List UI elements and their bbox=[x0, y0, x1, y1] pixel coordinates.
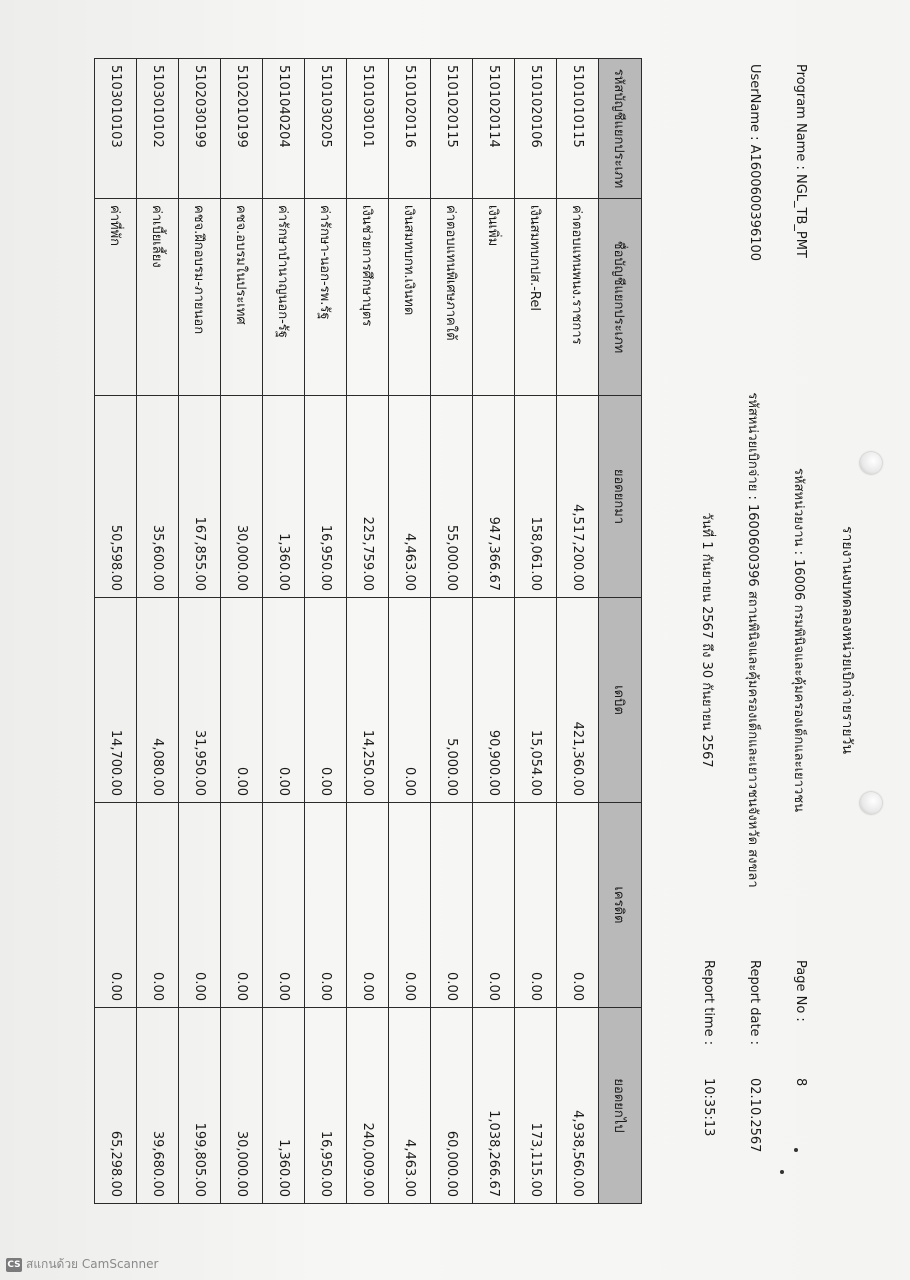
carried-forward: 199,805.00 bbox=[179, 1008, 221, 1204]
account-name: คชจ.อบรมในประเทศ bbox=[221, 199, 263, 396]
credit: 0.00 bbox=[515, 803, 557, 1008]
carried-forward: 240,009.00 bbox=[347, 1008, 389, 1204]
credit: 0.00 bbox=[389, 803, 431, 1008]
account-name: เงินสมทบกท.เงินทด bbox=[389, 199, 431, 396]
brought-forward: 50,598.00 bbox=[95, 396, 137, 598]
ink-speck bbox=[794, 1148, 798, 1152]
account-code: 5102030199 bbox=[179, 59, 221, 199]
col-header-debit: เดบิต bbox=[599, 598, 642, 803]
credit: 0.00 bbox=[557, 803, 599, 1008]
credit: 0.00 bbox=[431, 803, 473, 1008]
debit: 14,700.00 bbox=[95, 598, 137, 803]
carried-forward: 30,000.00 bbox=[221, 1008, 263, 1204]
brought-forward: 16,950.00 bbox=[305, 396, 347, 598]
credit: 0.00 bbox=[305, 803, 347, 1008]
carried-forward: 4,938,560.00 bbox=[557, 1008, 599, 1204]
table-row bbox=[347, 59, 389, 1204]
col-header-account-code: รหัสบัญชีแยกประเภท bbox=[599, 59, 642, 199]
punch-hole-right bbox=[860, 792, 882, 814]
program-name: Program Name : NGL_TB_PMT bbox=[793, 64, 808, 258]
account-name: ค่าที่พัก bbox=[95, 199, 137, 396]
brought-forward: 1,360.00 bbox=[263, 396, 305, 598]
brought-forward: 167,855.00 bbox=[179, 396, 221, 598]
debit: 5,000.00 bbox=[431, 598, 473, 803]
account-code: 5101020116 bbox=[389, 59, 431, 199]
debit: 31,950.00 bbox=[179, 598, 221, 803]
account-code: 5101010115 bbox=[557, 59, 599, 199]
account-code: 5101040204 bbox=[263, 59, 305, 199]
col-header-brought-forward: ยอดยกมา bbox=[599, 396, 642, 598]
table-row bbox=[389, 59, 431, 1204]
page-no-value: 8 bbox=[793, 1078, 808, 1087]
table-row bbox=[431, 59, 473, 1204]
ink-speck bbox=[780, 1170, 784, 1174]
debit: 15,054.00 bbox=[515, 598, 557, 803]
credit: 0.00 bbox=[263, 803, 305, 1008]
account-code: 5103010103 bbox=[95, 59, 137, 199]
table-header-row bbox=[599, 59, 642, 1204]
table-row bbox=[221, 59, 263, 1204]
brought-forward: 4,517,200.00 bbox=[557, 396, 599, 598]
carried-forward: 39,680.00 bbox=[137, 1008, 179, 1204]
brought-forward: 158,061.00 bbox=[515, 396, 557, 598]
account-name: เงินช่วยการศึกษาบุตร bbox=[347, 199, 389, 396]
page-no-label: Page No : bbox=[793, 960, 808, 1022]
table-row bbox=[305, 59, 347, 1204]
col-header-credit: เครดิต bbox=[599, 803, 642, 1008]
debit: 0.00 bbox=[305, 598, 347, 803]
punch-hole-left bbox=[860, 452, 882, 474]
scanner-watermark-text: สแกนด้วย CamScanner bbox=[26, 1257, 159, 1271]
report-time-label: Report time : bbox=[701, 960, 716, 1046]
account-code: 5101020106 bbox=[515, 59, 557, 199]
debit: 0.00 bbox=[263, 598, 305, 803]
brought-forward: 4,463.00 bbox=[389, 396, 431, 598]
account-name: ค่ารักษาบำนาญนอก-รัฐ bbox=[263, 199, 305, 396]
account-code: 5101030205 bbox=[305, 59, 347, 199]
table-row bbox=[137, 59, 179, 1204]
brought-forward: 55,000.00 bbox=[431, 396, 473, 598]
carried-forward: 16,950.00 bbox=[305, 1008, 347, 1204]
report-date-label: Report date : bbox=[747, 960, 762, 1046]
disbursing-unit-line: รหัสหน่วยเบิกจ่าย : 1600600396 สถานพินิจและคุ้มครองเด็กและเยาวชนจังหวัด สงขลา bbox=[745, 392, 760, 888]
account-name: เงินเพิ่ม bbox=[473, 199, 515, 396]
debit: 0.00 bbox=[389, 598, 431, 803]
credit: 0.00 bbox=[221, 803, 263, 1008]
account-name: เงินสมทบกปส.-Rel bbox=[515, 199, 557, 396]
table-row bbox=[95, 59, 137, 1204]
credit: 0.00 bbox=[347, 803, 389, 1008]
debit: 14,250.00 bbox=[347, 598, 389, 803]
account-code: 5103010102 bbox=[137, 59, 179, 199]
user-name: UserName : A1600600396100 bbox=[747, 64, 762, 262]
brought-forward: 947,366.67 bbox=[473, 396, 515, 598]
brought-forward: 225,759.00 bbox=[347, 396, 389, 598]
agency-line: รหัสหน่วยงาน : 16006 กรมพินิจและคุ้มครองเด็กและเยาวชน bbox=[791, 468, 806, 812]
debit: 0.00 bbox=[221, 598, 263, 803]
account-code: 5101030101 bbox=[347, 59, 389, 199]
carried-forward: 1,360.00 bbox=[263, 1008, 305, 1204]
account-name: ค่ารักษา-นอก-รพ.รัฐ bbox=[305, 199, 347, 396]
credit: 0.00 bbox=[137, 803, 179, 1008]
debit: 4,080.00 bbox=[137, 598, 179, 803]
account-name: ค่าเบี้ยเลี้ยง bbox=[137, 199, 179, 396]
table-row bbox=[179, 59, 221, 1204]
col-header-account-name: ชื่อบัญชีแยกประเภท bbox=[599, 199, 642, 396]
report-date-value: 02.10.2567 bbox=[747, 1078, 762, 1153]
credit: 0.00 bbox=[179, 803, 221, 1008]
brought-forward: 30,000.00 bbox=[221, 396, 263, 598]
credit: 0.00 bbox=[473, 803, 515, 1008]
brought-forward: 35,600.00 bbox=[137, 396, 179, 598]
credit: 0.00 bbox=[95, 803, 137, 1008]
camscanner-logo-icon: CS bbox=[7, 1259, 21, 1270]
table-row bbox=[557, 59, 599, 1204]
carried-forward: 173,115.00 bbox=[515, 1008, 557, 1204]
table-row bbox=[263, 59, 305, 1204]
account-code: 5101020115 bbox=[431, 59, 473, 199]
debit: 90,900.00 bbox=[473, 598, 515, 803]
carried-forward: 65,298.00 bbox=[95, 1008, 137, 1204]
report-title: รายงานงบทดลองหน่วยเบิกจ่ายรายวัน bbox=[839, 525, 855, 754]
carried-forward: 60,000.00 bbox=[431, 1008, 473, 1204]
account-name: ค่าตอบแทนพิเศษภาคใต้ bbox=[431, 199, 473, 396]
account-name: ค่าตอบแทนพนง.ราชการ bbox=[557, 199, 599, 396]
account-code: 5101020114 bbox=[473, 59, 515, 199]
table-row bbox=[515, 59, 557, 1204]
account-name: คชจ.ฝึกอบรม-ภายนอก bbox=[179, 199, 221, 396]
scanner-watermark bbox=[6, 1255, 158, 1274]
col-header-carried-forward: ยอดยกไป bbox=[599, 1008, 642, 1204]
account-code: 5102010199 bbox=[221, 59, 263, 199]
carried-forward: 4,463.00 bbox=[389, 1008, 431, 1204]
report-time-value: 10:35:13 bbox=[701, 1078, 716, 1137]
table-row bbox=[473, 59, 515, 1204]
period-line: วันที่ 1 กันยายน 2567 ถึง 30 กันยายน 2567 bbox=[699, 512, 714, 768]
trial-balance-table bbox=[94, 58, 642, 1204]
carried-forward: 1,038,266.67 bbox=[473, 1008, 515, 1204]
debit: 421,360.00 bbox=[557, 598, 599, 803]
